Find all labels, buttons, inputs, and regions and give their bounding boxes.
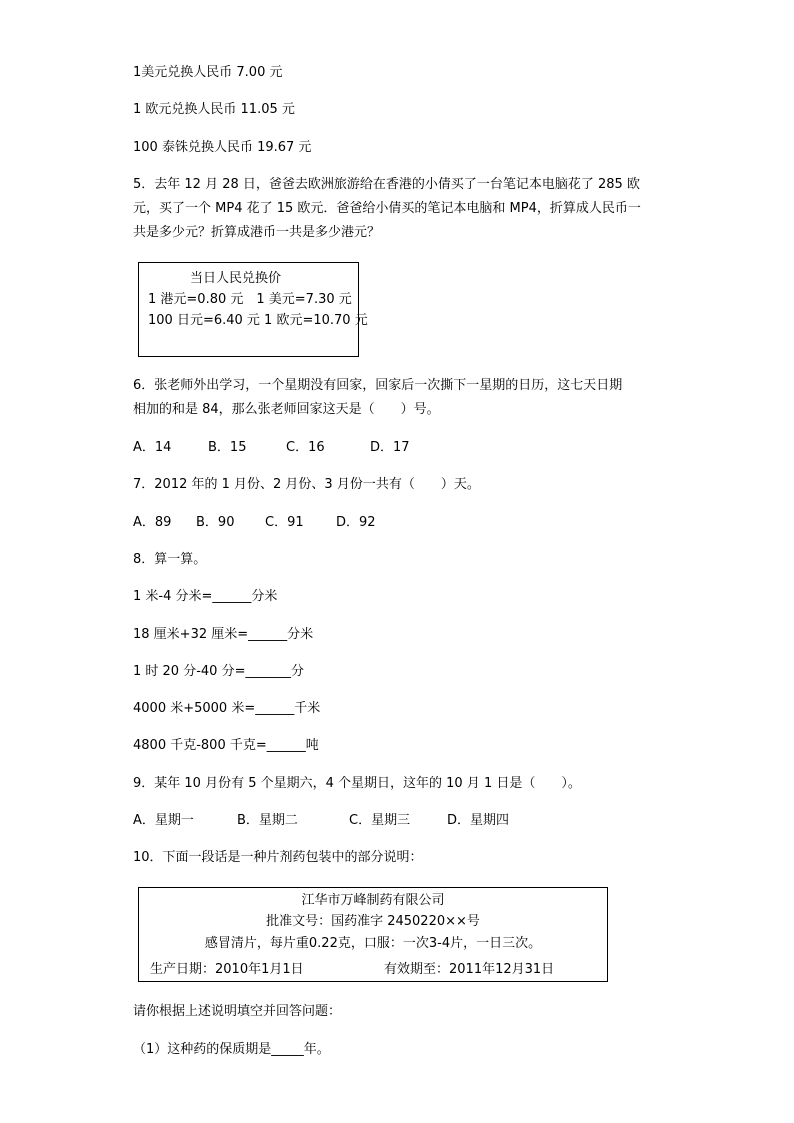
q5-line-1: 5．去年 12 月 28 日，爸爸去欧洲旅游给在香港的小倩买了一台笔记本电脑花了 285 欧 (133, 177, 640, 192)
q7-option-b: B．90 (196, 515, 235, 530)
medicine-label-box (138, 887, 608, 982)
q5-line-3: 共是多少元？折算成港币一共是多少港元？ (133, 225, 381, 240)
q9-option-c: C．星期三 (349, 813, 411, 828)
q10-sub-question-1: （1）这种药的保质期是_____年。 (133, 1042, 330, 1057)
q8-item-1: 1 米-4 分米=______分米 (133, 589, 278, 604)
q6-option-b: B．15 (208, 440, 247, 455)
q6-option-d: D．17 (370, 440, 410, 455)
q7-option-d: D．92 (336, 515, 376, 530)
rate-thb: 100 泰铢兑换人民币 19.67 元 (133, 140, 312, 155)
medicine-expiry-date: 有效期至：2011年12月31日 (384, 962, 555, 977)
medicine-produced-date: 生产日期：2010年1月1日 (150, 962, 304, 977)
exchange-box-row-2: 100 日元=6.40 元 1 欧元=10.70 元 (148, 313, 368, 328)
q9-option-a: A．星期一 (133, 813, 194, 828)
q9-option-b: B．星期二 (237, 813, 298, 828)
q6-option-c: C．16 (286, 440, 325, 455)
q10-prompt: 请你根据上述说明填空并回答问题： (133, 1004, 342, 1019)
medicine-usage: 感冒清片，每片重0.22克，口服：一次3-4片，一日三次。 (204, 936, 542, 951)
rate-usd: 1美元兑换人民币 7.00 元 (133, 65, 283, 80)
exchange-box-title: 当日人民兑换价 (190, 271, 282, 286)
medicine-approval: 批准文号：国药准字 2450220××号 (266, 914, 480, 929)
rate-eur: 1 欧元兑换人民币 11.05 元 (133, 102, 295, 117)
exchange-box-row-1: 1 港元=0.80 元 1 美元=7.30 元 (148, 292, 352, 307)
q7-option-a: A．89 (133, 515, 172, 530)
q8-item-2: 18 厘米+32 厘米=______分米 (133, 627, 314, 642)
exchange-rate-box (138, 262, 368, 357)
q5-line-2: 元，买了一个 MP4 花了 15 欧元．爸爸给小倩买的笔记本电脑和 MP4，折算成人民币一 (133, 201, 641, 216)
q6-option-a: A．14 (133, 440, 172, 455)
q6-line-1: 6．张老师外出学习，一个星期没有回家，回家后一次撕下一星期的日历，这七天日期 (133, 378, 623, 393)
medicine-company: 江华市万峰制药有限公司 (301, 893, 445, 908)
q8-item-3: 1 时 20 分-40 分=_______分 (133, 664, 304, 679)
q10-line-1: 10．下面一段话是一种片剂药包装中的部分说明： (133, 850, 423, 865)
q8-item-5: 4800 千克-800 千克=______吨 (133, 738, 319, 753)
q6-line-2: 相加的和是 84，那么张老师回家这天是（ ）号。 (133, 402, 440, 417)
q9-option-d: D．星期四 (447, 813, 510, 828)
q9-line-1: 9．某年 10 月份有 5 个星期六，4 个星期日，这年的 10 月 1 日是（ ）。 (133, 776, 581, 791)
q7-line-1: 7．2012 年的 1 月份、2 月份、3 月份一共有（ ）天。 (133, 477, 480, 492)
q8-title: 8．算一算。 (133, 552, 207, 567)
q8-item-4: 4000 米+5000 米=______千米 (133, 701, 321, 716)
q7-option-c: C．91 (265, 515, 304, 530)
